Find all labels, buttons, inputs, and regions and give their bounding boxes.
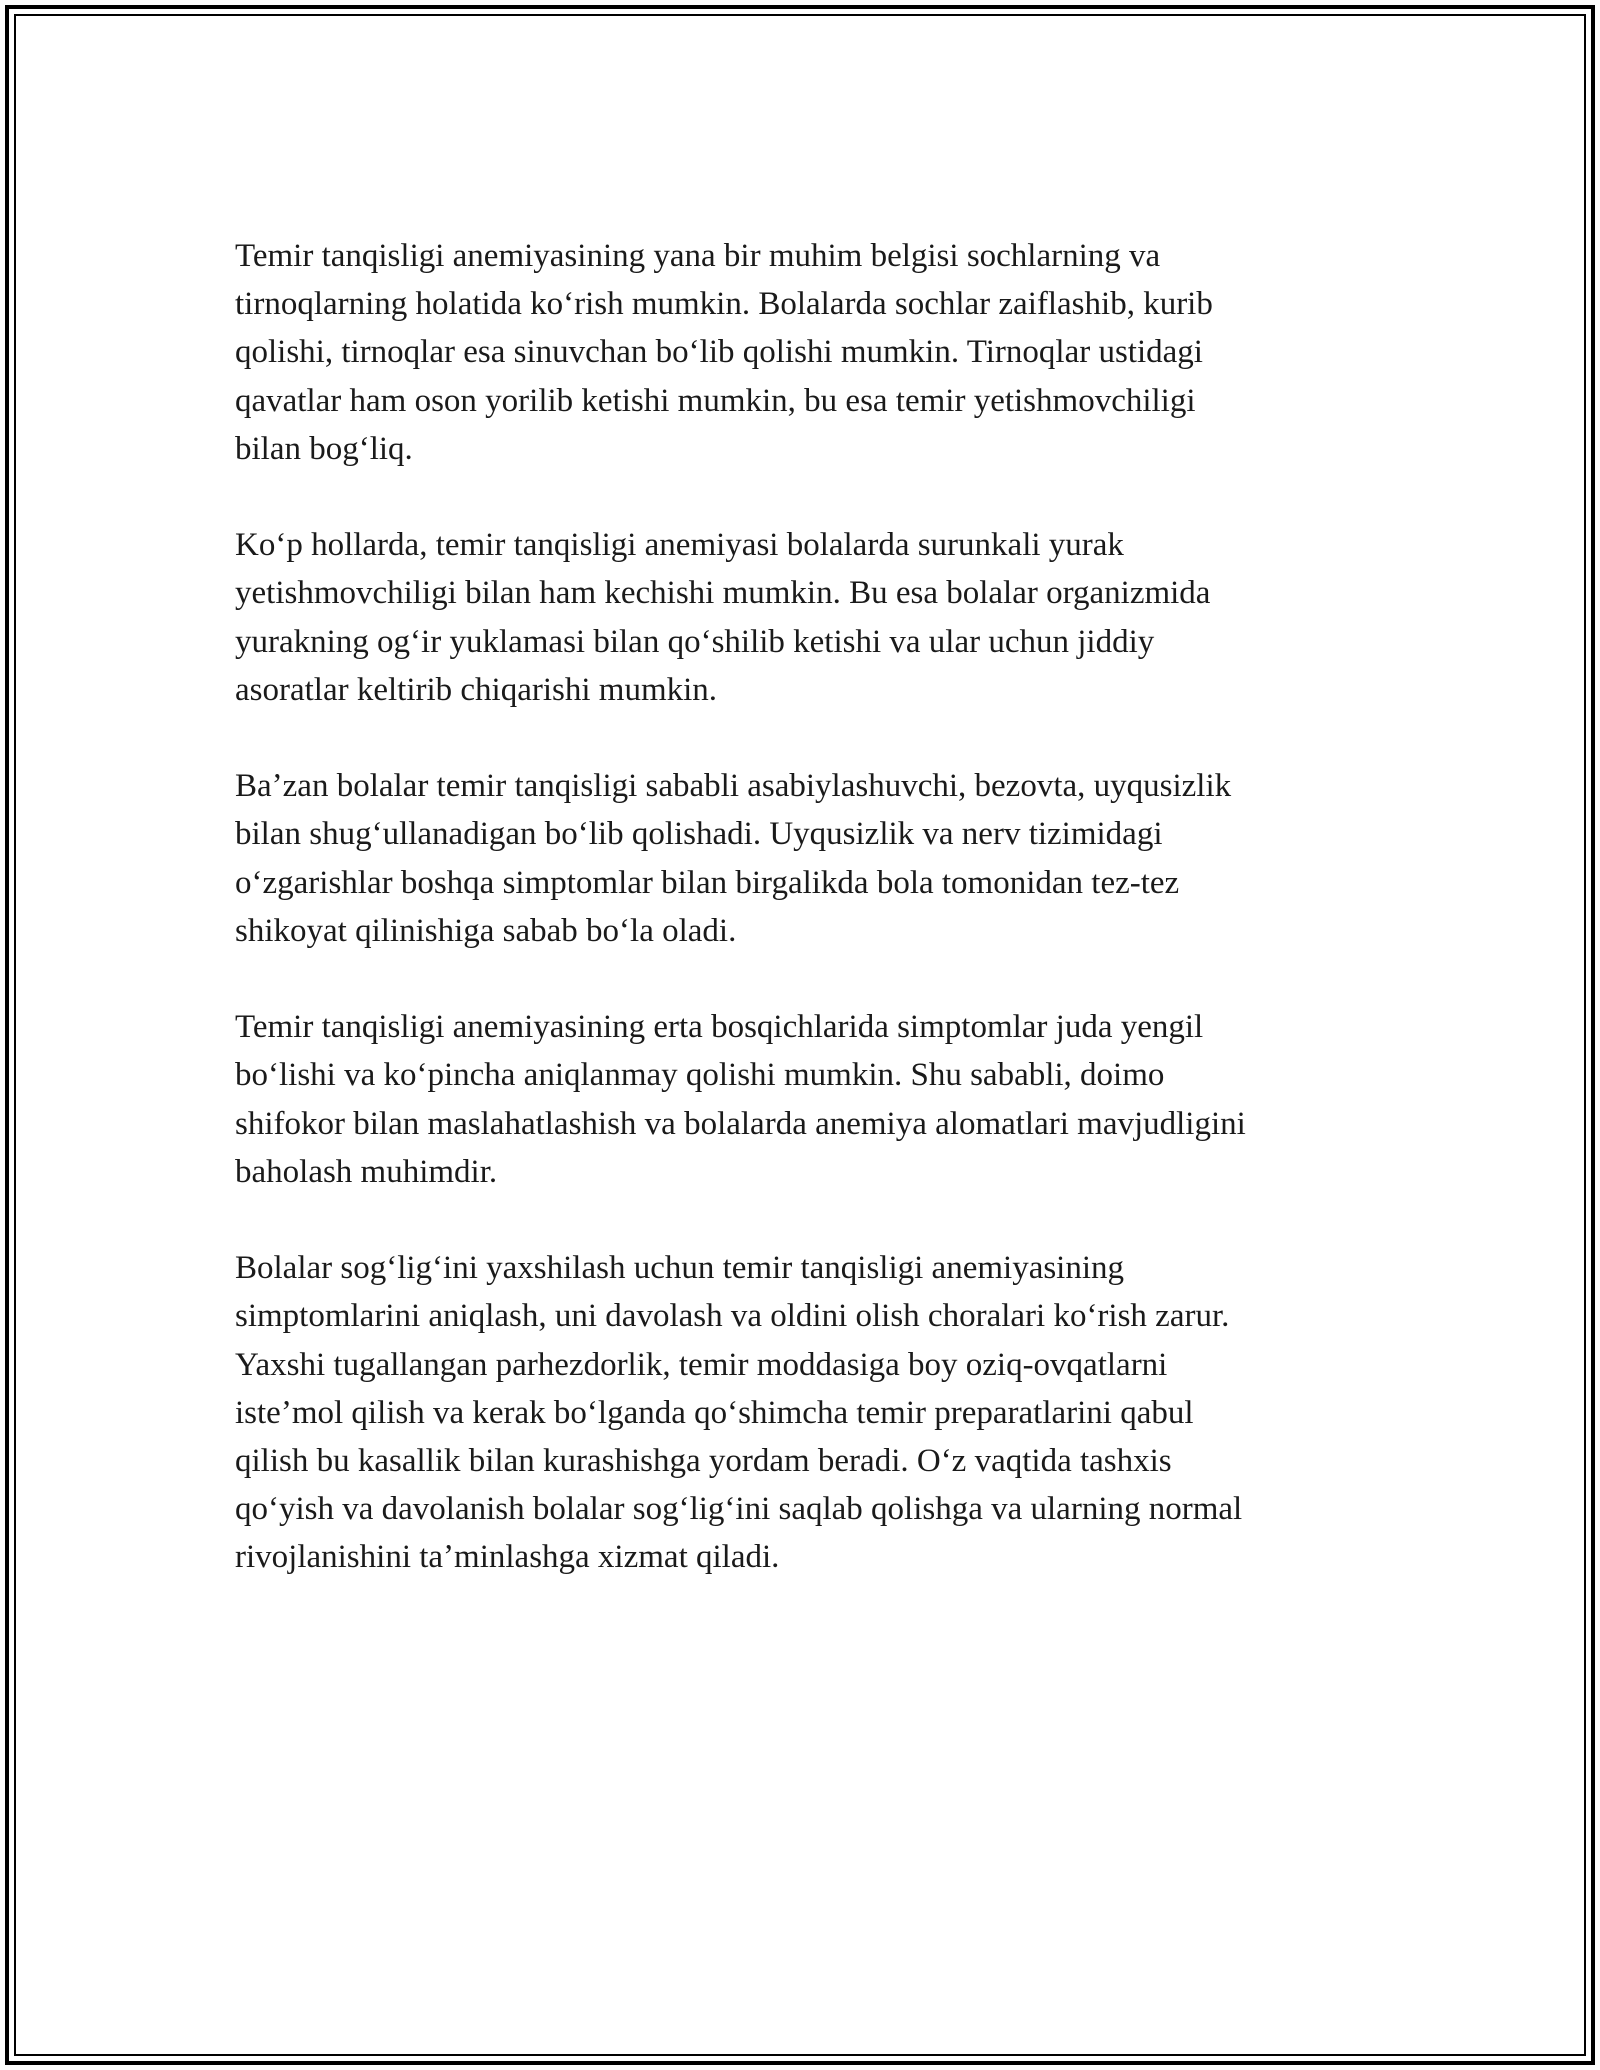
text-line: simptomlarini aniqlash, uni davolash va oldini olish choralari koʻrish zarur. (235, 1298, 1230, 1335)
text-line: qoʻyish va davolanish bolalar sogʻligʻini saqlab qolishga va ularning normal (235, 1491, 1243, 1528)
text-line: oʻzgarishlar boshqa simptomlar bilan birgalikda bola tomonidan tez-tez (235, 864, 1180, 901)
paragraph-2 (235, 521, 1375, 714)
paragraph-5 (235, 1244, 1375, 1581)
text-line: Temir tanqisligi anemiyasining yana bir muhim belgisi sochlarning va (235, 238, 1161, 274)
document-body (235, 232, 1375, 1582)
text-line: isteʼmol qilish va kerak boʻlganda qoʻshimcha temir preparatlarini qabul (235, 1394, 1194, 1431)
text-line: bilan bogʻliq. (235, 430, 413, 467)
paragraph-4 (235, 1003, 1375, 1196)
text-line: Temir tanqisligi anemiyasining erta bosqichlarida simptomlar juda yengil (235, 1009, 1204, 1046)
text-line: Baʼzan bolalar temir tanqisligi sababli asabiylashuvchi, bezovta, uyqusizlik (235, 768, 1232, 805)
text-line: Yaxshi tugallangan parhezdorlik, temir moddasiga boy oziq-ovqatlarni (235, 1346, 1168, 1383)
text-line: rivojlanishini taʼminlashga xizmat qiladi. (235, 1539, 780, 1576)
text-line: Koʻp hollarda, temir tanqisligi anemiyasi bolalarda surunkali yurak (235, 527, 1124, 564)
text-line: shikoyat qilinishiga sabab boʻla oladi. (235, 912, 737, 949)
text-line: asoratlar keltirib chiqarishi mumkin. (235, 671, 718, 708)
text-line: tirnoqlarning holatida koʻrish mumkin. Bolalarda sochlar zaiflashib, kurib (235, 286, 1213, 323)
paragraph-1 (235, 232, 1375, 473)
text-line: baholash muhimdir. (235, 1153, 498, 1190)
text-line: Bolalar sogʻligʻini yaxshilash uchun temir tanqisligi anemiyasining (235, 1250, 1125, 1287)
text-line: qavatlar ham oson yorilib ketishi mumkin, bu esa temir yetishmovchiligi (235, 382, 1196, 419)
text-line: shifokor bilan maslahatlashish va bolalarda anemiya alomatlari mavjudligini (235, 1105, 1246, 1142)
text-line: yetishmovchiligi bilan ham kechishi mumkin. Bu esa bolalar organizmida (235, 575, 1211, 612)
text-line: bilan shugʻullanadigan boʻlib qolishadi. Uyqusizlik va nerv tizimidagi (235, 816, 1163, 853)
text-line: qilish bu kasallik bilan kurashishga yordam beradi. Oʻz vaqtida tashxis (235, 1443, 1172, 1480)
text-line: boʻlishi va koʻpincha aniqlanmay qolishi mumkin. Shu sababli, doimo (235, 1057, 1165, 1094)
text-line: qolishi, tirnoqlar esa sinuvchan boʻlib qolishi mumkin. Tirnoqlar ustidagi (235, 334, 1203, 371)
text-line: yurakning ogʻir yuklamasi bilan qoʻshilib ketishi va ular uchun jiddiy (235, 623, 1155, 660)
paragraph-3 (235, 762, 1375, 955)
